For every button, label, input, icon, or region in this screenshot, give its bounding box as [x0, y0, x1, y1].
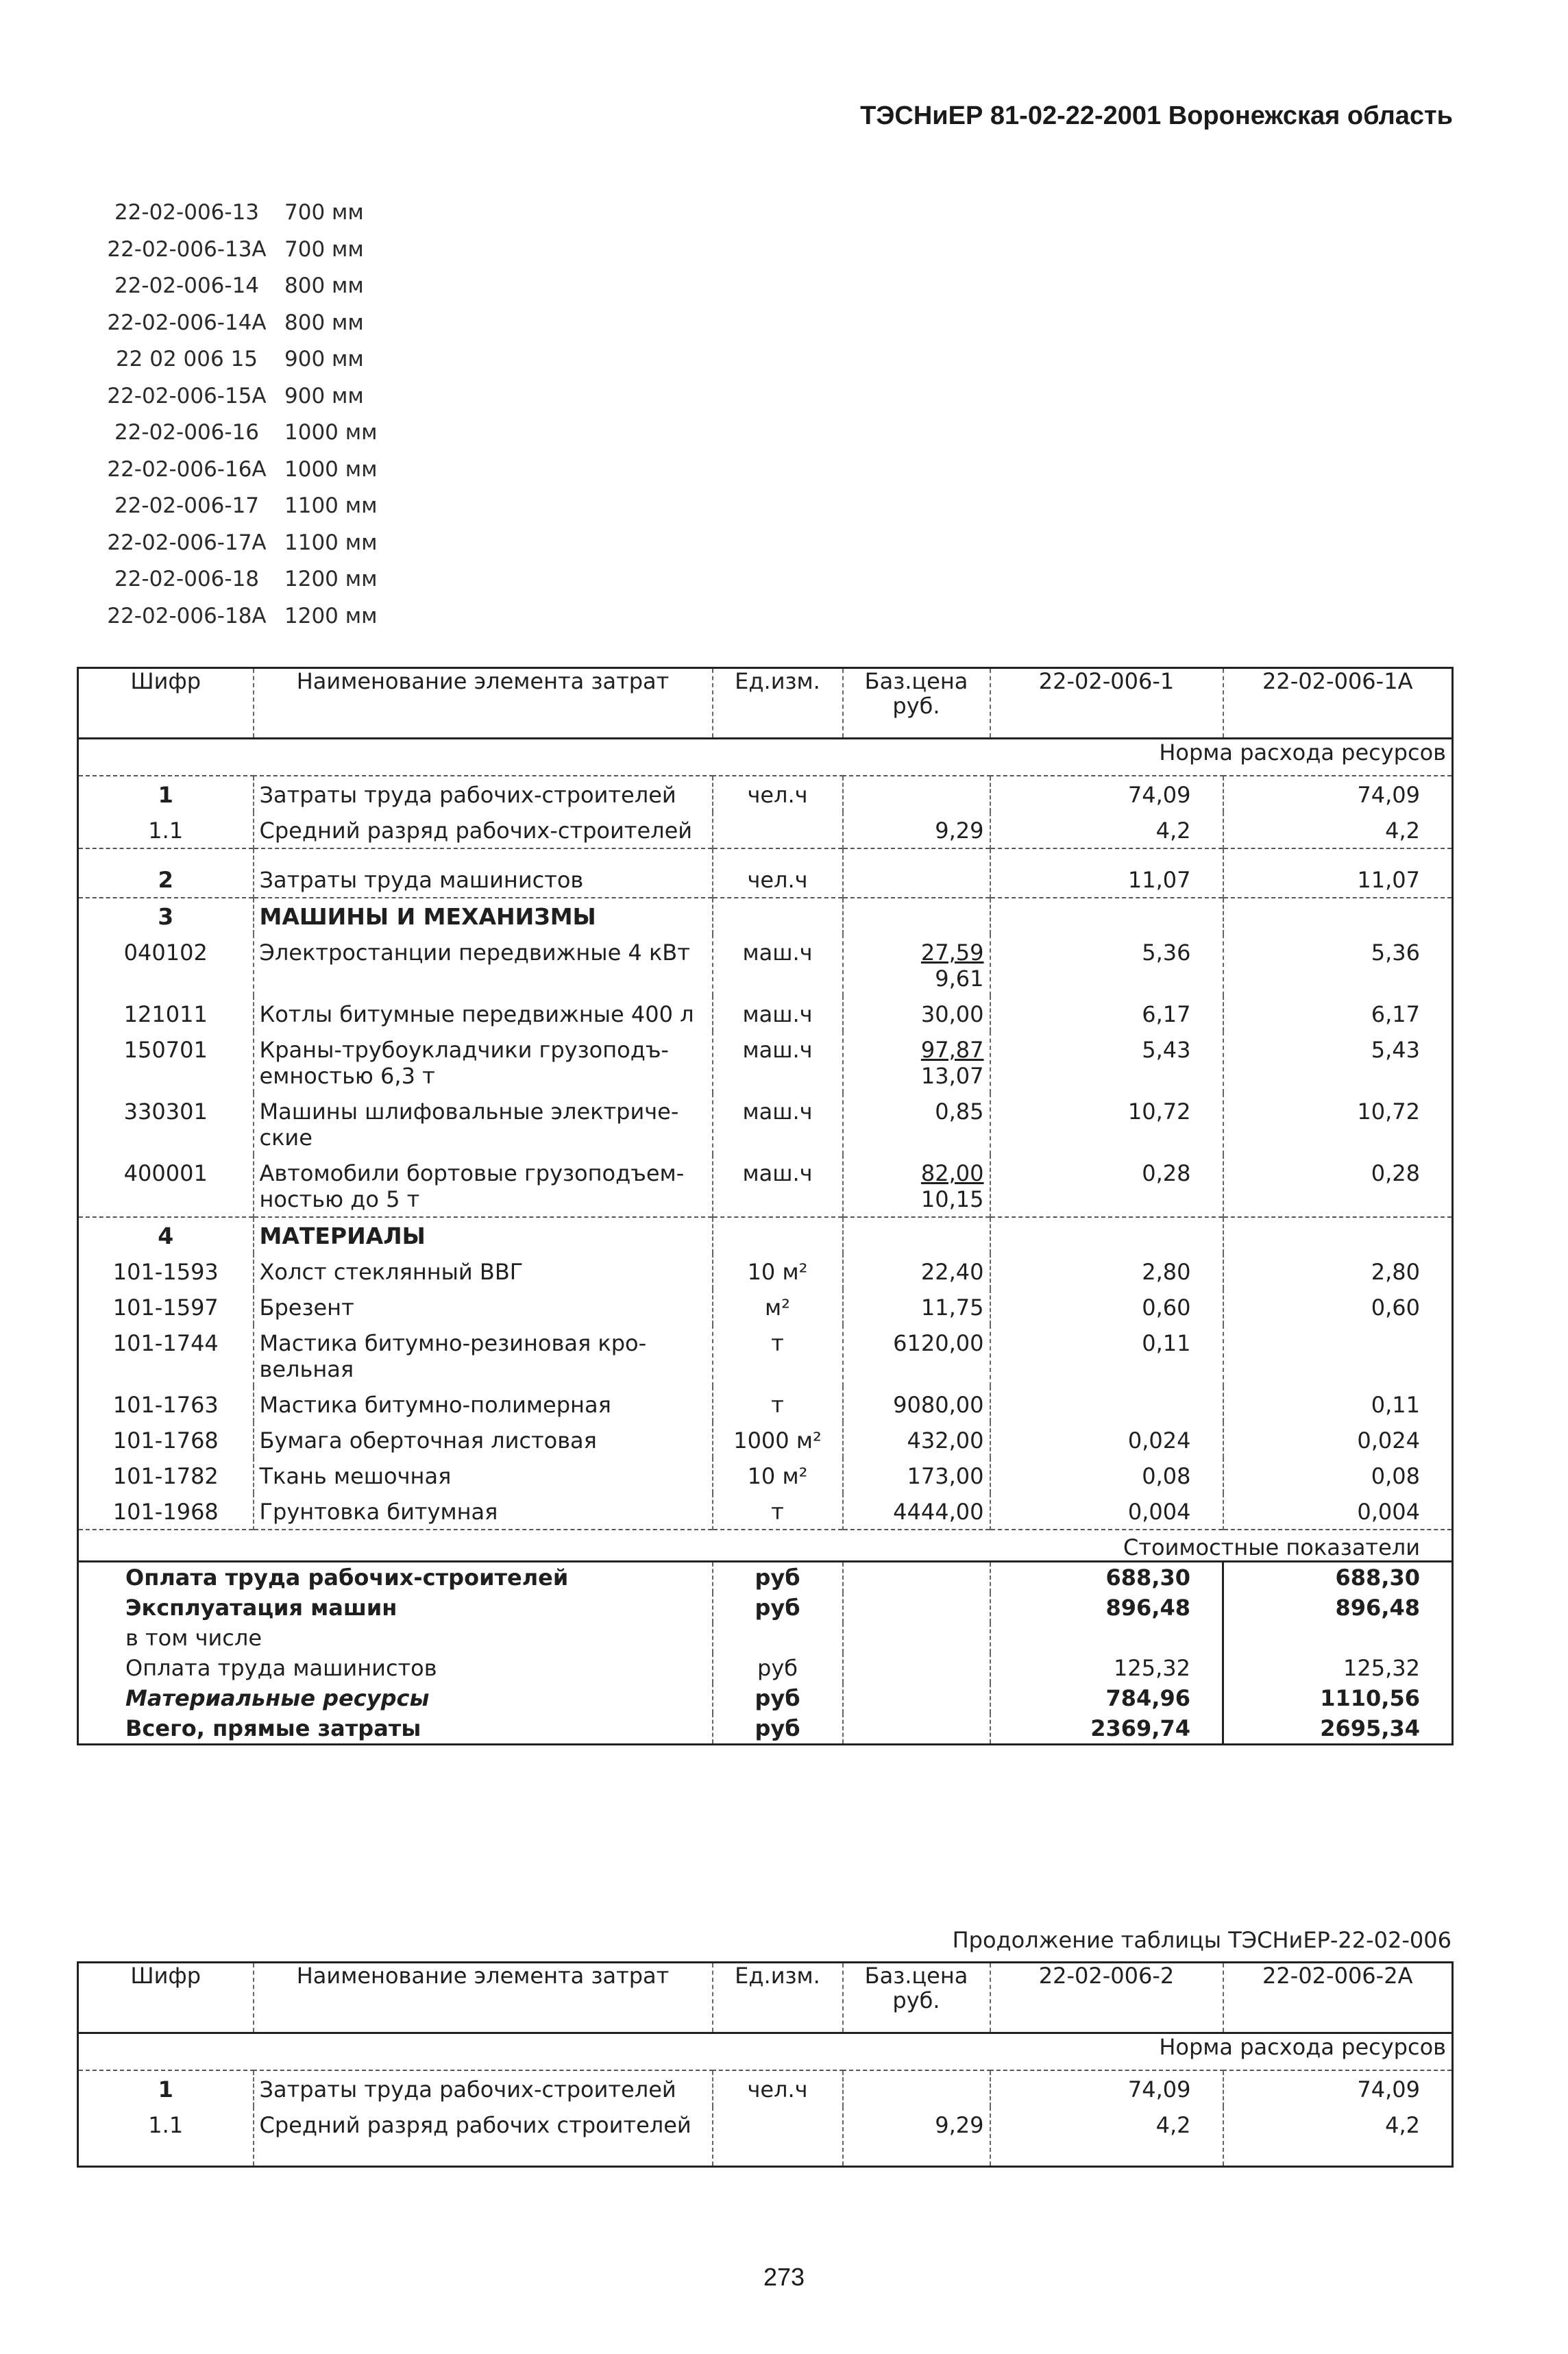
total-row: Оплата труда машинистов руб 125,32 125,32 — [78, 1653, 1453, 1683]
table-row: 1 Затраты труда рабочих-строителей чел.ч 74,09 74,09 — [78, 776, 1453, 812]
header-code: Шифр — [78, 1963, 254, 2033]
table-row: 101-1744 Мастика битумно-резиновая кро-вельная т 6120,00 0,11 — [78, 1325, 1453, 1386]
header-col1: 22-02-006-1 — [990, 668, 1223, 739]
code-list-item: 22-02-006-16А 1000 мм — [107, 456, 378, 482]
table-row: 121011 Котлы битумные передвижные 400 л маш.ч 30,00 6,17 6,17 — [78, 996, 1453, 1031]
resource-table-2 — [77, 1961, 1454, 2168]
header-name: Наименование элемента затрат — [254, 1963, 713, 2033]
norm-row: Норма расхода ресурсов — [78, 2033, 1453, 2071]
code-list-item: 22-02-006-13 700 мм — [114, 200, 364, 225]
code-list-item: 22-02-006-15А 900 мм — [107, 383, 364, 408]
table-row: 330301 Машины шлифовальные электриче-ские маш.ч 0,85 10,72 10,72 — [78, 1093, 1453, 1155]
table-row: 040102 Электростанции передвижные 4 кВт маш.ч 27,59 9,61 5,36 5,36 — [78, 934, 1453, 996]
table-continuation-caption: Продолжение таблицы ТЭСНиЕР-22-02-006 — [952, 1927, 1451, 1953]
total-row: Оплата труда рабочих-строителей руб 688,30 688,30 — [78, 1562, 1453, 1593]
total-row: Эксплуатация машин руб 896,48 896,48 — [78, 1593, 1453, 1623]
table-row: 101-1768 Бумага оберточная листовая 1000 м² 432,00 0,024 0,024 — [78, 1422, 1453, 1458]
header-unit: Ед.изм. — [713, 668, 843, 739]
cost-indicators-row: Стоимостные показатели — [78, 1530, 1453, 1562]
table-header-row — [78, 668, 1453, 739]
code-list-item: 22 02 006 15 900 мм — [115, 347, 364, 371]
table-row: 1.1 Средний разряд рабочих строителей 9,29 4,2 4,2 — [78, 2107, 1453, 2167]
table-row: 1 Затраты труда рабочих-строителей чел.ч 74,09 74,09 — [78, 2070, 1453, 2107]
page-header-title: ТЭСНиЕР 81-02-22-2001 Воронежская область — [860, 101, 1453, 130]
code-list-item: 22-02-006-14 800 мм — [114, 273, 364, 298]
page-number: 273 — [763, 2263, 805, 2291]
header-unit: Ед.изм. — [713, 1963, 843, 2033]
section-row-materials: 4 МАТЕРИАЛЫ — [78, 1217, 1453, 1253]
code-list-item: 22-02-006-18А 1200 мм — [107, 603, 378, 628]
table-row: 150701 Краны-трубоукладчики грузоподъ-емностью 6,3 т маш.ч 97,87 13,07 5,43 5,43 — [78, 1031, 1453, 1093]
header-name: Наименование элемента затрат — [254, 668, 713, 739]
table-row: 101-1782 Ткань мешочная 10 м² 173,00 0,08 0,08 — [78, 1458, 1453, 1493]
code-list — [89, 195, 378, 635]
norm-row: Норма расхода ресурсов — [78, 739, 1453, 776]
table-row: 101-1968 Грунтовка битумная т 4444,00 0,004 0,004 — [78, 1493, 1453, 1530]
table-row: 101-1597 Брезент м² 11,75 0,60 0,60 — [78, 1289, 1453, 1325]
code-list-item: 22-02-006-17 1100 мм — [114, 493, 378, 518]
table-row: 2 Затраты труда машинистов чел.ч 11,07 11,07 — [78, 848, 1453, 898]
header-price: Баз.цена руб. — [843, 668, 990, 739]
code-list-item: 22-02-006-17А 1100 мм — [107, 530, 378, 555]
table-row: 101-1763 Мастика битумно-полимерная т 9080,00 0,11 — [78, 1386, 1453, 1422]
code-list-item: 22-02-006-13А 700 мм — [107, 236, 364, 262]
table-row: 1.1 Средний разряд рабочих-строителей 9,29 4,2 4,2 — [78, 812, 1453, 848]
code-list-item: 22-02-006-18 1200 мм — [114, 567, 378, 591]
total-row: Материальные ресурсы руб 784,96 1110,56 — [78, 1683, 1453, 1713]
total-row: в том числе — [78, 1623, 1453, 1653]
table-header-row — [78, 1963, 1453, 2033]
header-col2: 22-02-006-2А — [1223, 1963, 1453, 2033]
header-col2: 22-02-006-1А — [1223, 668, 1453, 739]
code-list-item: 22-02-006-16 1000 мм — [114, 420, 378, 445]
resource-table-1 — [77, 667, 1454, 1745]
header-col1: 22-02-006-2 — [990, 1963, 1223, 2033]
code-list-item: 22-02-006-14А 800 мм — [107, 310, 364, 335]
header-price: Баз.цена руб. — [843, 1963, 990, 2033]
section-row-machines: 3 МАШИНЫ И МЕХАНИЗМЫ — [78, 898, 1453, 934]
header-code: Шифр — [78, 668, 254, 739]
table-row: 400001 Автомобили бортовые грузоподъем-ностью до 5 т маш.ч 82,00 10,15 0,28 0,28 — [78, 1155, 1453, 1217]
total-row: Всего, прямые затраты руб 2369,74 2695,34 — [78, 1713, 1453, 1745]
table-row: 101-1593 Холст стеклянный ВВГ 10 м² 22,40 2,80 2,80 — [78, 1253, 1453, 1289]
